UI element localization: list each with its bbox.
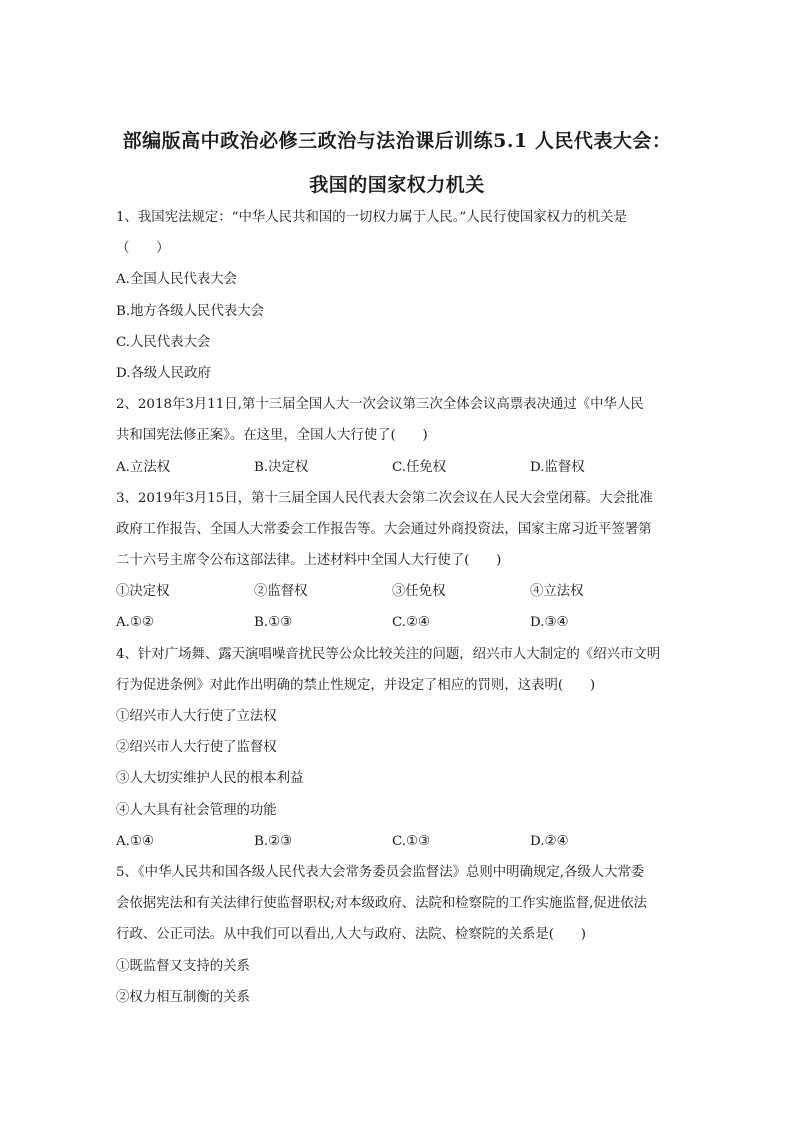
item-2: ②监督权 xyxy=(254,584,308,600)
option-b: B.②③ xyxy=(254,833,293,849)
option-a: A.①② xyxy=(116,615,154,631)
item-2: ②绍兴市人大行使了监督权 xyxy=(116,740,277,756)
option-c: C.任免权 xyxy=(392,459,447,475)
option-b: B.地方各级人民代表大会 xyxy=(116,303,265,319)
question-stem-line: 共和国宪法修正案》。在这里，全国人大行使了( ) xyxy=(116,428,428,444)
question-5 xyxy=(116,857,686,1013)
document-title-line-1: 部编版高中政治必修三政治与法治课后训练5.1 人民代表大会： xyxy=(122,130,672,152)
question-2 xyxy=(116,389,686,483)
options-row xyxy=(116,826,686,857)
options-row xyxy=(116,607,686,638)
option-c: C.人民代表大会 xyxy=(116,334,211,350)
question-stem-line: 5、《中华人民共和国各级人民代表大会常务委员会监督法》总则中明确规定,各级人大常委 xyxy=(116,864,645,880)
item-3: ③人大切实维护人民的根本利益 xyxy=(116,771,304,787)
item-1: ①既监督又支持的关系 xyxy=(116,958,250,974)
question-stem-line: 2、2018年3月11日,第十三届全国人大一次会议第三次全体会议高票表决通过《中华人民 xyxy=(116,397,644,413)
item-2: ②权力相互制衡的关系 xyxy=(116,989,250,1005)
option-d: D.③④ xyxy=(530,615,569,631)
question-stem-line: 行政、公正司法。从中我们可以看出,人大与政府、法院、检察院的关系是( ) xyxy=(116,927,586,943)
option-a: A.立法权 xyxy=(116,459,171,475)
options-row xyxy=(116,452,686,483)
item-1: ①绍兴市人大行使了立法权 xyxy=(116,709,277,724)
items-row xyxy=(116,576,686,607)
item-4: ④人大具有社会管理的功能 xyxy=(116,802,277,818)
option-d: D.各级人民政府 xyxy=(116,365,211,381)
option-b: B.①③ xyxy=(254,615,293,631)
option-a: A.①④ xyxy=(116,833,154,849)
option-c: C.②④ xyxy=(392,615,431,631)
question-stem-line: 政府工作报告、全国人大常委会工作报告等。大会通过外商投资法，国家主席习近平签署第 xyxy=(116,521,652,537)
item-3: ③任免权 xyxy=(392,584,446,600)
question-stem-line: 会依据宪法和有关法律行使监督职权;对本级政府、法院和检察院的工作实施监督,促进依法 xyxy=(116,896,647,912)
document-title-line-2: 我国的国家权力机关 xyxy=(309,174,485,196)
question-stem-line: （ ） xyxy=(116,241,170,257)
item-1: ①决定权 xyxy=(116,584,170,600)
question-1 xyxy=(116,202,686,389)
option-d: D.监督权 xyxy=(530,459,585,475)
question-stem-line: 4、针对广场舞、露天演唱噪音扰民等公众比较关注的问题，绍兴市人大制定的《绍兴市文明 xyxy=(116,646,661,662)
question-list xyxy=(116,202,686,1013)
question-3 xyxy=(116,483,686,639)
option-a: A.全国人民代表大会 xyxy=(116,272,238,288)
option-d: D.②④ xyxy=(530,833,569,849)
option-c: C.①③ xyxy=(392,833,431,849)
item-4: ④立法权 xyxy=(530,584,584,600)
question-stem-line: 行为促进条例》对此作出明确的禁止性规定，并设定了相应的罚则，这表明( ) xyxy=(116,677,596,693)
question-4 xyxy=(116,639,686,857)
question-stem-line: 1、我国宪法规定：“中华人民共和国的一切权力属于人民。”人民行使国家权力的机关是 xyxy=(116,210,627,225)
question-stem-line: 二十六号主席令公布这部法律。上述材料中全国人大行使了( ) xyxy=(116,553,502,569)
option-b: B.决定权 xyxy=(254,459,309,475)
question-stem-line: 3、2019年3月15日，第十三届全国人民代表大会第二次会议在人民大会堂闭幕。大会批准 xyxy=(116,490,653,506)
